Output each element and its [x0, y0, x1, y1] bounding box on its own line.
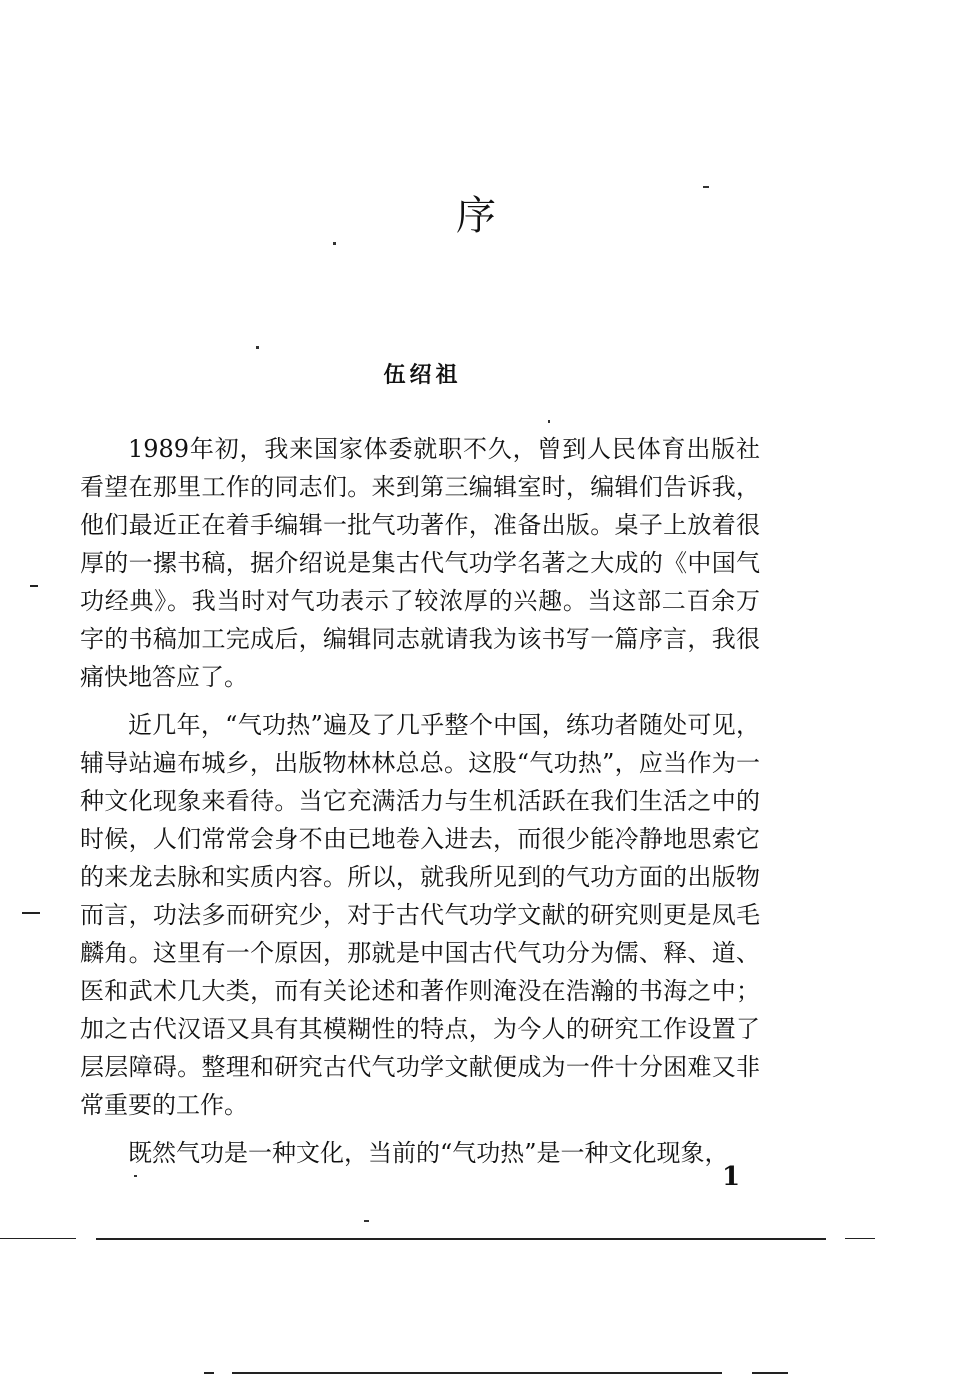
paragraph-2: 近几年，“气功热”遍及了几乎整个中国，练功者随处可见，辅导站遍布城乡，出版物林林总总。这股“气功热”，应当作为一种文化现象来看待。当它充满活力与生机活跃在我们生活之中的时候，人们常常会身不由已地卷入进去，而很少能冷静地思索它的来龙去脉和实质内容。所以，就我所见到的气功方面的出版物而言，功法多而研究少，对于古代气功学文献的研究则更是凤毛麟角。这里有一个原因，那就是中国古代气功分为儒、释、道、医和武术几大类，而有关论述和著作则淹没在浩瀚的书海之中；加之古代汉语又具有其模糊性的特点，为今人的研究工作设置了层层障碍。整理和研究古代气功学文献便成为一件十分困难又非常重要的工作。 [80, 711, 760, 1119]
scan-speck-4 [548, 420, 550, 423]
scan-speck-2 [333, 242, 336, 245]
page-number: 1 [722, 1162, 741, 1192]
scan-speck-3 [256, 346, 259, 349]
author-name: 伍绍祖 [383, 362, 462, 388]
scan-speck-5 [134, 1175, 137, 1177]
body-text [80, 430, 760, 1182]
footer-rule-left [204, 1372, 214, 1374]
footer-rule-mid [232, 1372, 722, 1374]
paragraph-1: 1989年初，我来国家体委就职不久，曾到人民体育出版社看望在那里工作的同志们。来到第三编辑室时，编辑们告诉我，他们最近正在着手编辑一批气功著作，准备出版。桌子上放着很厚的一摞书稿，据介绍说是集古代气功学名著之大成的《中国气功经典》。我当时对气功表示了较浓厚的兴趣。当这部二百余万字的书稿加工完成后，编辑同志就请我为该书写一篇序言，我很痛快地答应了。 [80, 435, 760, 691]
bottom-rule-right [845, 1238, 875, 1239]
scan-speck-1 [703, 186, 709, 188]
paragraph-3: 既然气功是一种文化，当前的“气功热”是一种文化现象， [128, 1139, 729, 1167]
scan-speck-6 [364, 1220, 369, 1222]
margin-mark-1 [30, 585, 38, 587]
page-title: 序 [456, 193, 498, 239]
margin-mark-2 [22, 912, 40, 914]
bottom-rule-left [0, 1238, 76, 1239]
bottom-rule-main [96, 1238, 826, 1240]
footer-rule-right [752, 1372, 788, 1374]
